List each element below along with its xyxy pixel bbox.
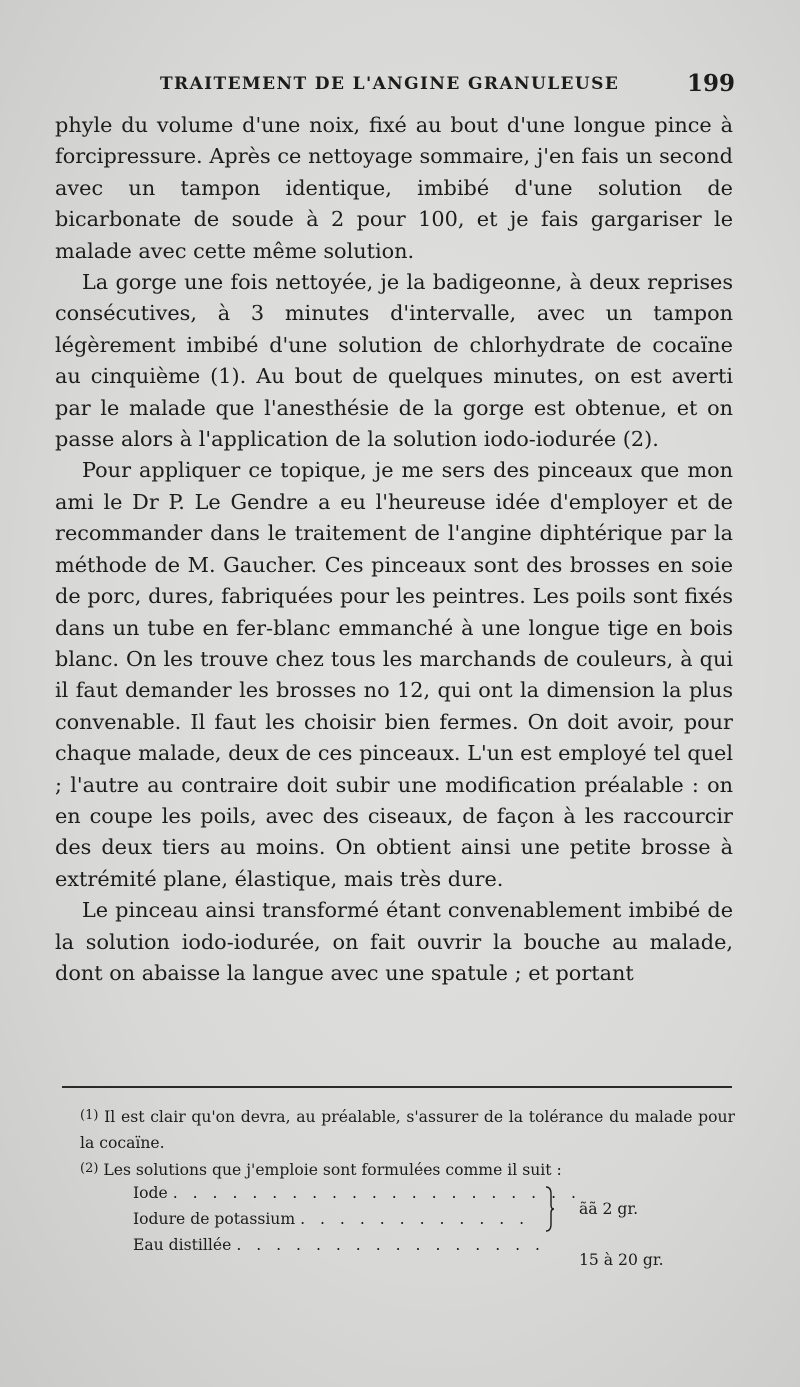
ingredient-name: Eau distillée [133, 1236, 232, 1254]
footnote-marker: (2) [80, 1161, 99, 1176]
formula-row [133, 1210, 529, 1236]
formula-table [133, 1184, 693, 1269]
page-number: 199 [686, 70, 735, 97]
leader-dots: . . . . . . . . . . . . [300, 1210, 530, 1228]
footnote-text: Les solutions que j'emploie sont formulées comme il suit : [103, 1161, 562, 1179]
ingredient-name: Iodure de potassium [133, 1210, 296, 1228]
footnote-2 [80, 1156, 735, 1183]
footnote-text: Il est clair qu'on devra, au préalable, s'assurer de la tolérance du malade pour la cocaïne. [80, 1108, 735, 1152]
paragraph: Le pinceau ainsi transformé étant convenablement imbibé de la solution iodo-iodurée, on fait ouvrir la bouche au malade, dont on abaisse la langue avec une spatule ; et portant [55, 898, 733, 985]
page-header [150, 70, 735, 100]
quantity-eau: 15 à 20 gr. [579, 1251, 664, 1269]
leader-dots: . . . . . . . . . . . . . . . . [236, 1236, 545, 1254]
paragraph: phyle du volume d'une noix, fixé au bout d'une longue pince à forcipressure. Après ce nettoyage sommaire, j'en fais un second avec un tampon identique, imbibé d'une solution de bicarbonate de soude à 2 pour 100, et je fais gargariser le malade avec cette même solution. [55, 113, 733, 263]
footnote-rule [62, 1086, 732, 1088]
body-text [55, 110, 733, 989]
footnote-marker: (1) [80, 1108, 99, 1123]
footnote-1 [80, 1103, 735, 1156]
paragraph: La gorge une fois nettoyée, je la badigeonne, à deux reprises consécutives, à 3 minutes d'intervalle, avec un tampon légèrement imbibé d'une solution de chlorhydrate de cocaïne au cinquième (1). Au bout de quelques minutes, on est averti par le malade que l'anesthésie de la gorge est obtenue, et on passe alors à l'application de la solution iodo-iodurée (2). [55, 270, 733, 452]
paragraph: Pour appliquer ce topique, je me sers des pinceaux que mon ami le Dr P. Le Gendre a eu l'heureuse idée d'employer et de recommander dans le traitement de l'angine diphtérique par la méthode de M. Gaucher. Ces pinceaux sont des brosses en soie de porc, dures, fabriquées pour les peintres. Les poils sont fixés dans un tube en fer-blanc emmanché à une longue tige en bois blanc. On les trouve chez tous les marchands de couleurs, à qui il faut demander les brosses no 12, qui ont la dimension la plus convenable. Il faut les choisir bien fermes. On doit avoir, pour chaque malade, deux de ces pinceaux. L'un est employé tel quel ; l'autre au contraire doit subir une modification préalable : on en coupe les poils, avec des ciseaux, de façon à les raccourcir des deux tiers au moins. On obtient ainsi une petite brosse à extrémité plane, élastique, mais très dure. [55, 458, 733, 891]
right-brace-icon [545, 1186, 555, 1232]
leader-dots: . . . . . . . . . . . . . . . . . . . . . [172, 1184, 581, 1202]
ingredient-name: Iode [133, 1184, 168, 1202]
quantity-iode-iodure: ãã 2 gr. [579, 1200, 639, 1218]
formula-row [133, 1236, 545, 1262]
footnotes [80, 1103, 735, 1183]
running-head: TRAITEMENT DE L'ANGINE GRANULEUSE [160, 74, 620, 94]
formula-row [133, 1184, 581, 1210]
